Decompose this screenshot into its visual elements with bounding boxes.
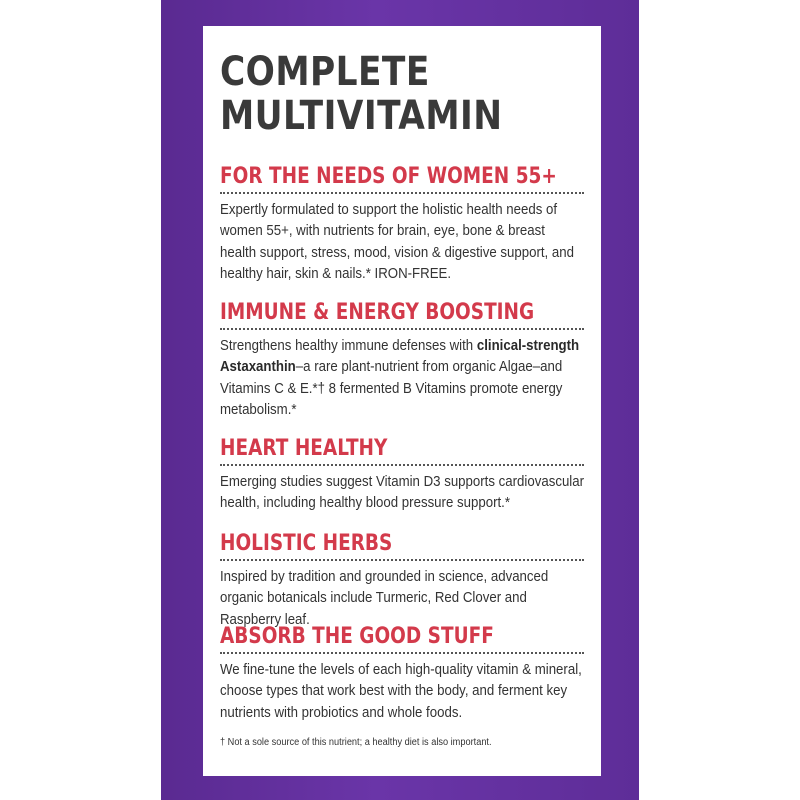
section-heading: IMMUNE & ENERGY BOOSTING <box>220 300 535 325</box>
body-bold-text: clinical-strength <box>476 338 580 354</box>
dotted-divider <box>220 559 584 561</box>
section-heading: HEART HEALTHY <box>220 436 388 461</box>
title-line-2: MULTIVITAMIN <box>220 93 503 139</box>
dotted-divider <box>220 652 584 654</box>
title-line-1: COMPLETE <box>220 49 430 95</box>
dotted-divider <box>220 328 584 330</box>
section-body: Expertly formulated to support the holistic health needs of women 55+, with nutrients for brain, eye, bone & breast health support, stress, mood, vision & digestive support, and healthy hair, skin & nails.* IRON-FREE. <box>220 202 574 283</box>
body-bold-text: Astaxanthin <box>220 359 296 376</box>
section-heading: HOLISTIC HERBS <box>220 531 393 556</box>
section-heading: ABSORB THE GOOD STUFF <box>220 624 494 649</box>
section-body: We fine-tune the levels of each high-quality vitamin & mineral, choose types that work best with the body, and ferment key nutrients with probiotics and whole foods. <box>220 662 582 721</box>
body-text: –a rare plant-nutrient from organic Algae–and Vitamins C & E.*† 8 fermented B Vitamins promote energy metabolism.* <box>220 359 563 419</box>
section-immune-energy <box>220 300 586 422</box>
section-holistic-herbs <box>220 531 586 631</box>
section-absorb <box>220 624 586 724</box>
section-heading: FOR THE NEEDS OF WOMEN 55+ <box>220 164 557 189</box>
dotted-divider <box>220 464 584 466</box>
product-title <box>220 50 547 138</box>
dotted-divider <box>220 192 584 194</box>
body-text: Strengthens healthy immune defenses with <box>220 338 477 354</box>
section-body: Emerging studies suggest Vitamin D3 supports cardiovascular health, including healthy blood pressure support.* <box>220 474 585 512</box>
section-heart-healthy <box>220 436 586 515</box>
section-body <box>220 336 584 422</box>
section-women-55 <box>220 164 586 286</box>
section-body: Inspired by tradition and grounded in science, advanced organic botanicals include Turmeric, Red Clover and Raspberry leaf. <box>220 569 549 628</box>
footnote: † Not a sole source of this nutrient; a healthy diet is also important. <box>220 737 492 748</box>
